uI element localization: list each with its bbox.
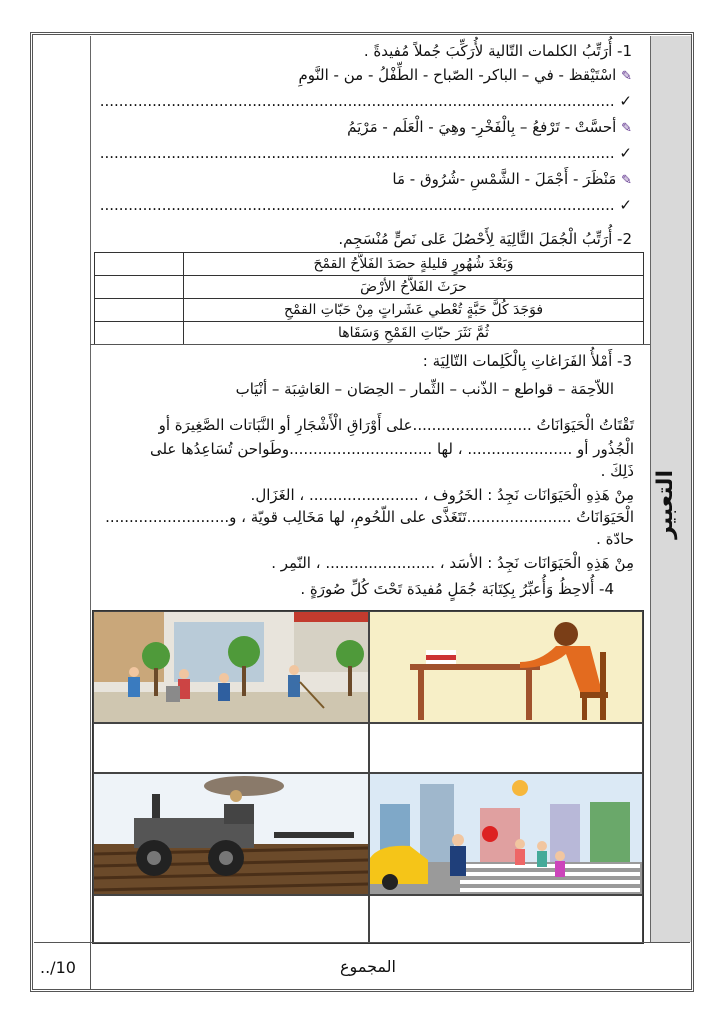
q4-title: 4- أُلاحِظُ وَأُعبِّرُ بِكِتَابَة جُمَلٍ مُفيدَة تَحْتَ كُلِّ صُورَةٍ . xyxy=(300,580,614,598)
side-title: التعبير xyxy=(653,470,678,539)
q1-item-3 xyxy=(392,170,632,188)
q1-item-text: مَنْظَرَ - أَجْمَلَ - الشَّمْسِ -شُرُوق - مَا xyxy=(392,170,617,188)
sentence-cell: فوَجَدَ كُلَّ حَبَّةٍ تُعْطي عَشَراتٍ مِنْ حَبّاتِ القمْحِ xyxy=(184,299,644,322)
footer-divider xyxy=(90,942,91,989)
answer-box[interactable] xyxy=(93,895,369,943)
answer-line: ✓ ............................................................................................................ xyxy=(99,92,632,110)
answer-box[interactable] xyxy=(369,723,643,773)
pencil-bullet-icon: ✎ xyxy=(621,69,632,84)
traffic-police-picture xyxy=(369,773,643,895)
table-row xyxy=(95,276,644,299)
sentences-table xyxy=(94,252,644,345)
q3-word-bank: اللاّحِمَة – قواطع – الذّنب – الثِّمار – الحِصَان – العَاشِبَة – أنْيَاب xyxy=(235,380,614,398)
divider xyxy=(90,344,650,345)
farm-tractor-picture xyxy=(93,773,369,895)
table-row xyxy=(95,322,644,345)
q3-par4: مِنْ هَذِهِ الْحَيَوَانَات نَجِدُ : الأسَد ، ....................... ، النّمِر . xyxy=(271,554,634,572)
order-box[interactable] xyxy=(95,299,184,322)
q1-item-1 xyxy=(298,66,632,84)
margin-column xyxy=(34,36,91,942)
q1-item-2 xyxy=(347,118,632,136)
table-row xyxy=(95,253,644,276)
table-row xyxy=(95,299,644,322)
q3-par3-line2: حادّة . xyxy=(596,530,634,548)
answer-box[interactable] xyxy=(93,723,369,773)
q1-title: 1- أُرَتِّبُ الكلمات التّالية لأُرَكِّبَ جُملاً مُفيدةً . xyxy=(363,42,632,60)
pencil-bullet-icon: ✎ xyxy=(621,121,632,136)
q3-par2: مِنْ هَذِهِ الْحَيَوَانَات نَجِدُ : الخَرُوف ، ....................... ، الغَزَال. xyxy=(250,486,634,504)
sentence-cell: حرَثَ الفَلاَّحُ الأرْضَ xyxy=(184,276,644,299)
pencil-bullet-icon: ✎ xyxy=(621,173,632,188)
q3-par1-line1: تَقْتَاتُ الْحَيَوَانَاتُ .........................على أَوْرَاقِ الْأَشْجَارِ أو النَّبَاتات الصَّغِيرَة أو xyxy=(158,416,634,434)
answer-line: ✓ ............................................................................................................ xyxy=(99,196,632,214)
sentence-cell: ثُمَّ نَثَرَ حبّاتِ القَمْحِ وَسَقَاها xyxy=(184,322,644,345)
street-cleaners-picture xyxy=(93,611,369,723)
score: ../10 xyxy=(40,958,76,977)
q1-item-text: اسْتَيْقظ - في – الباكر- الصّباح - الطِّفْلُ - من - النَّومِ xyxy=(298,66,617,84)
total-label: المجموع xyxy=(340,957,396,976)
q1-item-text: أحسَّتْ - تَرْفعُ – بِالْفَخْرِ- وهِيَ - الْعَلَم - مَرْيَمُ xyxy=(347,118,617,136)
answer-box[interactable] xyxy=(369,895,643,943)
q3-par1-line3: ذَلِكَ . xyxy=(600,462,634,480)
order-box[interactable] xyxy=(95,276,184,299)
q3-par1-line2: الْجُذُور أو ...................... ، لها ..............................وطَواحن تُسَاعِدُها على xyxy=(149,440,634,458)
answer-line: ✓ ............................................................................................................ xyxy=(99,144,632,162)
q2-title: 2- أُرَتِّبُ الْجُمَلَ التَّالِيَة لِأَحْصُلَ عَلى نَصٍّ مُنْسَجِم. xyxy=(338,230,632,248)
q3-title: 3- أَمْلأُ الفَرَاغاتِ بِالْكَلِمات التّالِيَة : xyxy=(422,352,632,370)
order-box[interactable] xyxy=(95,253,184,276)
order-box[interactable] xyxy=(95,322,184,345)
q3-par3: الْحَيَوَانَاتُ ......................تَتَغَذَّى على اللّحُومِ، لها مَخَالِب قويّة ، و.......................... xyxy=(105,508,634,526)
pictures-grid xyxy=(92,610,644,944)
sentence-cell: وَبَعْدَ شُهُورٍ قليلةٍ حصَدَ الفَلاَّحُ القمْحَ xyxy=(184,253,644,276)
student-studying-picture xyxy=(369,611,643,723)
